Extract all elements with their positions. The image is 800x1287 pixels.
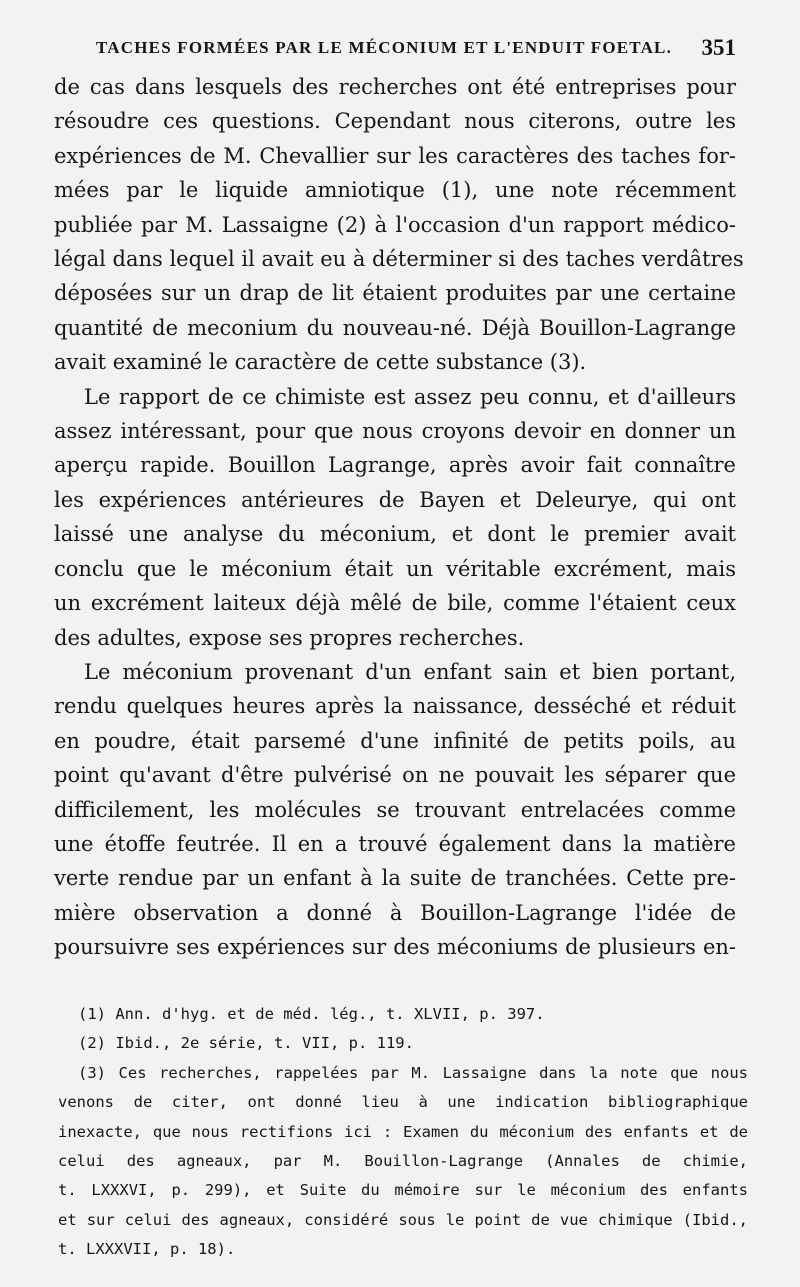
body-line: en poudre, était parsemé d'une infinité de petits poils, au bbox=[54, 728, 736, 753]
footnote-line: venons de citer, ont donné lieu à une indication bibliographique bbox=[58, 1093, 748, 1112]
body-text bbox=[54, 70, 744, 965]
body-line: légal dans lequel il avait eu à déterminer si des taches verdâtres bbox=[54, 247, 744, 272]
body-line: avait examiné le caractère de cette substance (3). bbox=[54, 350, 587, 375]
body-line: de cas dans lesquels des recherches ont été entreprises pour bbox=[54, 75, 736, 99]
body-line: aperçu rapide. Bouillon Lagrange, après avoir fait connaître bbox=[54, 453, 736, 478]
footnote-line: (3) Ces recherches, rappelées par M. Lassaigne dans la note que nous bbox=[78, 1063, 748, 1082]
body-line: déposées sur un drap de lit étaient produites par une certaine bbox=[54, 281, 736, 306]
body-line: laissé une analyse du méconium, et dont le premier avait bbox=[54, 522, 736, 547]
footnotes bbox=[58, 1000, 748, 1265]
footnote-line: celui des agneaux, par M. Bouillon-Lagrange (Annales de chimie, bbox=[58, 1152, 748, 1171]
body-line: poursuivre ses expériences sur des méconiums de plusieurs en- bbox=[54, 935, 736, 960]
page-number: 351 bbox=[701, 35, 736, 60]
body-line: expériences de M. Chevallier sur les caractères des taches for- bbox=[54, 143, 736, 168]
body-line: point qu'avant d'être pulvérisé on ne pouvait les séparer que bbox=[54, 763, 736, 788]
body-line: quantité de meconium du nouveau-né. Déjà Bouillon-Lagrange bbox=[54, 315, 736, 340]
body-line: un excrément laiteux déjà mêlé de bile, comme l'étaient ceux bbox=[54, 591, 736, 616]
body-line: Le méconium provenant d'un enfant sain et bien portant, bbox=[84, 659, 736, 684]
footnote-line: (2) Ibid., 2e série, t. VII, p. 119. bbox=[78, 1034, 414, 1053]
body-line: une étoffe feutrée. Il en a trouvé également dans la matière bbox=[54, 831, 736, 856]
body-line: résoudre ces questions. Cependant nous citerons, outre les bbox=[54, 109, 736, 134]
footnote-line: t. LXXXVII, p. 18). bbox=[58, 1240, 236, 1259]
body-line: conclu que le méconium était un véritable excrément, mais bbox=[54, 556, 736, 581]
body-line: verte rendue par un enfant à la suite de tranchées. Cette pre- bbox=[54, 866, 736, 891]
body-line: des adultes, expose ses propres recherches. bbox=[54, 625, 525, 650]
body-line: les expériences antérieures de Bayen et Deleurye, qui ont bbox=[54, 487, 736, 512]
footnote-line: t. LXXXVI, p. 299), et Suite du mémoire sur le méconium des enfants bbox=[58, 1181, 748, 1200]
body-line: Le rapport de ce chimiste est assez peu connu, et d'ailleurs bbox=[84, 384, 736, 409]
body-line: publiée par M. Lassaigne (2) à l'occasion d'un rapport médico- bbox=[54, 212, 736, 237]
body-line: difficilement, les molécules se trouvant entrelacées comme bbox=[54, 797, 736, 822]
footnote-line: (1) Ann. d'hyg. et de méd. lég., t. XLVII, p. 397. bbox=[78, 1005, 545, 1023]
footnote-line: inexacte, que nous rectifions ici : Examen du méconium des enfants et de bbox=[58, 1122, 748, 1141]
running-title: TACHES FORMÉES PAR LE MÉCONIUM ET L'ENDUIT FOETAL. bbox=[96, 38, 673, 57]
body-line: rendu quelques heures après la naissance, desséché et réduit bbox=[54, 694, 736, 719]
body-line: mées par le liquide amniotique (1), une note récemment bbox=[54, 178, 736, 203]
body-line: mière observation a donné à Bouillon-Lagrange l'idée de bbox=[54, 900, 736, 925]
running-header bbox=[96, 35, 736, 60]
footnote-line: et sur celui des agneaux, considéré sous le point de vue chimique (Ibid., bbox=[58, 1210, 748, 1229]
body-line: assez intéressant, pour que nous croyons devoir en donner un bbox=[54, 419, 736, 444]
